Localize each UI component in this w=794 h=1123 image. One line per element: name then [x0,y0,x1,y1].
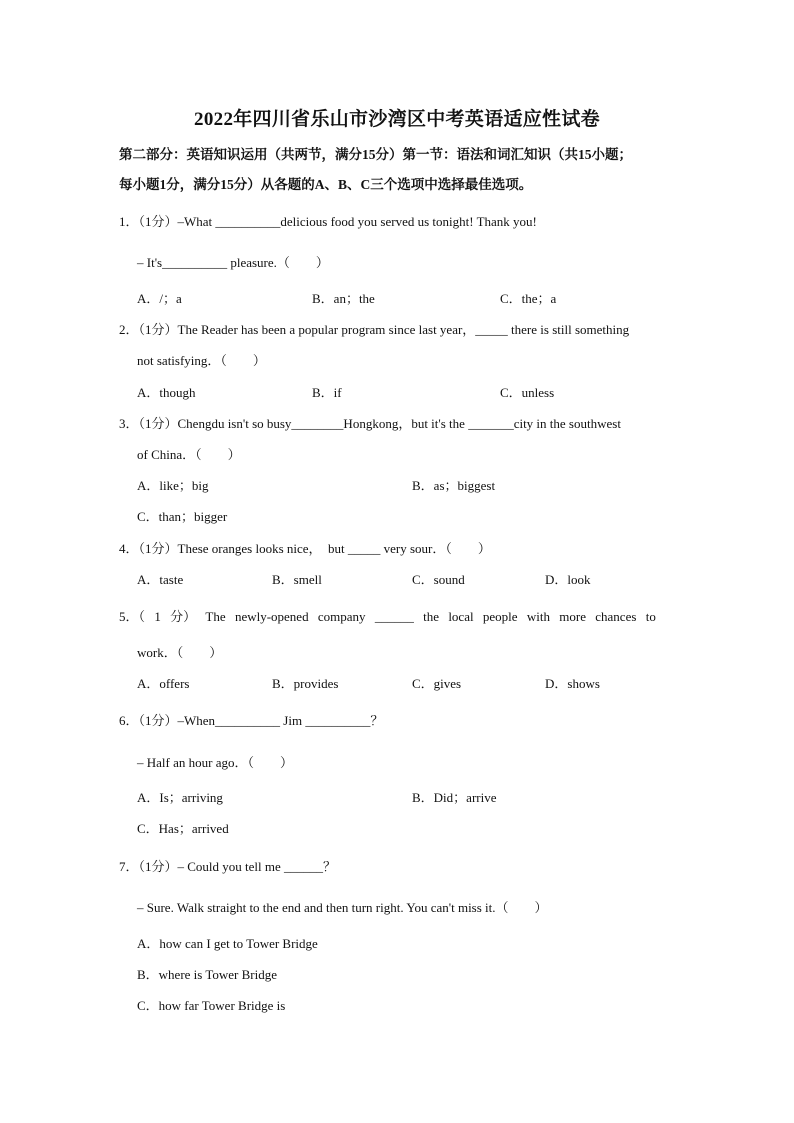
question-7-option-c: C．how far Tower Bridge is [137,998,286,1013]
question-6-option-a: A．Is；arriving [137,790,223,805]
question-5-word: local [448,609,474,624]
question-1-option-c: C．the；a [500,291,557,306]
question-5-word: the [423,609,440,624]
question-2-stem-continued: not satisfying．（ ） [137,353,266,368]
question-5-word: people [482,609,518,624]
question-3-option-a: A．like；big [137,478,209,493]
question-5-stem-continued: work．（ ） [137,645,223,660]
question-7-stem: 7．（1分）– Could you tell me ______？ [119,859,337,874]
question-4-option-d: D．look [545,572,591,587]
question-4-option-c: C．sound [412,572,465,587]
question-4-option-b: B．smell [272,572,322,587]
exam-title: 2022年四川省乐山市沙湾区中考英语适应性试卷 [194,109,600,130]
question-3-stem: 3．（1分）Chengdu isn't so busy________Hongkong，but it's the _______city in the southwest [119,416,621,431]
question-5-word: to [645,609,656,624]
question-7-option-a: A．how can I get to Tower Bridge [137,936,318,951]
question-7-option-b: B．where is Tower Bridge [137,967,278,982]
question-5-stem [119,608,656,626]
question-5-word: 分） [170,609,197,624]
question-6-reply: – Half an hour ago．（ ） [137,755,293,770]
question-7-reply: – Sure. Walk straight to the end and then turn right. You can't miss it.（ ） [137,900,548,915]
question-6-stem: 6．（1分）–When__________ Jim __________？ [119,713,384,728]
question-5-option-d: D．shows [545,676,600,691]
question-5-option-b: B．provides [272,676,339,691]
question-5-word: with [526,609,550,624]
question-1-reply: – It's__________ pleasure.（ ） [137,255,329,270]
question-5-word: chances [595,609,637,624]
question-5-word: 1 [154,609,161,624]
question-1-option-a: A．/；a [137,291,182,306]
question-2-stem: 2．（1分）The Reader has been a popular program since last year，_____ there is still something [119,322,630,337]
question-2-option-b: B．if [312,385,342,400]
question-5-option-a: A．offers [137,676,190,691]
question-1-stem: 1．（1分）–What __________delicious food you served us tonight! Thank you! [119,214,537,229]
question-6-option-c: C．Has；arrived [137,821,229,836]
question-5-option-c: C．gives [412,676,462,691]
section-instructions-line1: 第二部分：英语知识运用（共两节，满分15分）第一节：语法和词汇知识（共15小题； [119,147,632,162]
question-5-blank: ______ [374,609,414,624]
question-4-option-a: A．taste [137,572,184,587]
section-instructions-line2: 每小题1分，满分15分）从各题的A、B、C三个选项中选择最佳选项。 [119,177,533,192]
question-3-option-b: B．as；biggest [412,478,496,493]
question-5-word: more [559,609,586,624]
question-1-option-b: B．an；the [312,291,375,306]
question-4-stem: 4．（1分）These oranges looks nice， but _____ very sour．（ ） [119,541,491,556]
question-3-stem-continued: of China．（ ） [137,447,241,462]
question-2-option-a: A．though [137,385,196,400]
question-3-option-c: C．than；bigger [137,509,228,524]
question-2-option-c: C．unless [500,385,555,400]
question-6-option-b: B．Did；arrive [412,790,497,805]
question-5-word: 5．（ [119,609,146,624]
question-5-word: The [205,609,226,624]
question-5-word: newly-opened [234,609,309,624]
question-5-word: company [317,609,366,624]
